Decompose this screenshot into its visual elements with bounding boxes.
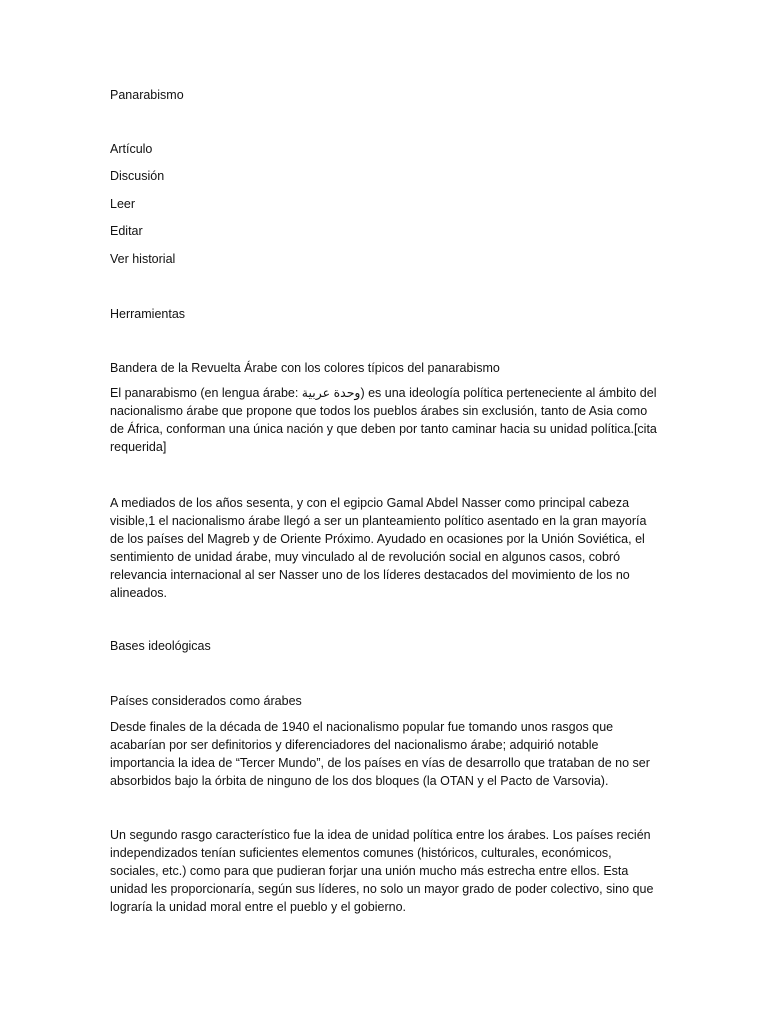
intro-text-start: El panarabismo (en lengua árabe: bbox=[110, 386, 302, 400]
intro-paragraph bbox=[110, 384, 658, 456]
nasser-paragraph: A mediados de los años sesenta, y con el egipcio Gamal Abdel Nasser como principal cabeza visible,1 el nacionalismo árabe llegó a ser un planteamiento político asentado en la gran mayoría de los países del Magreb y de Oriente Próximo. Ayudado en ocasiones por la Unión Soviética, el sentimiento de unidad árabe, muy vinculado al de revolución social en algunos casos, cobró relevancia internacional al ser Nasser uno de los líderes destacados del movimiento de los no alineados. bbox=[110, 496, 647, 600]
tab-article[interactable]: Artículo bbox=[110, 142, 153, 156]
arabic-term: وحدة عربية bbox=[301, 386, 361, 400]
flag-caption: Bandera de la Revuelta Árabe con los colores típicos del panarabismo bbox=[110, 361, 500, 375]
tools-menu[interactable]: Herramientas bbox=[110, 307, 186, 321]
paragraph-1940: Desde finales de la década de 1940 el nacionalismo popular fue tomando unos rasgos que acabarían por ser definitorios y diferenciadores del nacionalismo árabe; adquirió notable importancia la idea de “Tercer Mundo”, de los países en vías de desarrollo que trataban de no ser absorbidos bajo la órbita de ninguno de los dos bloques (la OTAN y el Pacto de Varsovia). bbox=[110, 720, 650, 788]
tab-discussion[interactable]: Discusión bbox=[110, 169, 165, 183]
section-heading-bases: Bases ideológicas bbox=[110, 639, 211, 653]
countries-caption: Países considerados como árabes bbox=[110, 694, 302, 708]
paragraph-unity: Un segundo rasgo característico fue la idea de unidad política entre los árabes. Los países recién independizados tenían suficientes elementos comunes (históricos, culturales, económicos, sociales, etc.) como para que pudieran forjar una unión mucho más estrecha entre ellos. Esta unidad les proporcionaría, según sus líderes, no solo un mayor grado de poder colectivo, sino que lograría la unidad moral entre el pueblo y el gobierno. bbox=[110, 828, 654, 914]
tab-history[interactable]: Ver historial bbox=[110, 252, 176, 266]
page-title: Panarabismo bbox=[110, 88, 184, 102]
tab-read[interactable]: Leer bbox=[110, 197, 136, 211]
tab-edit[interactable]: Editar bbox=[110, 224, 143, 238]
intro-text-end: ) es una ideología política perteneciente al ámbito del nacionalismo árabe que propone que todos los pueblos árabes sin exclusión, tanto de Asia como de África, conforman una única nación y que deben por tanto caminar hacia su unidad política.[cita requerida] bbox=[110, 386, 657, 454]
